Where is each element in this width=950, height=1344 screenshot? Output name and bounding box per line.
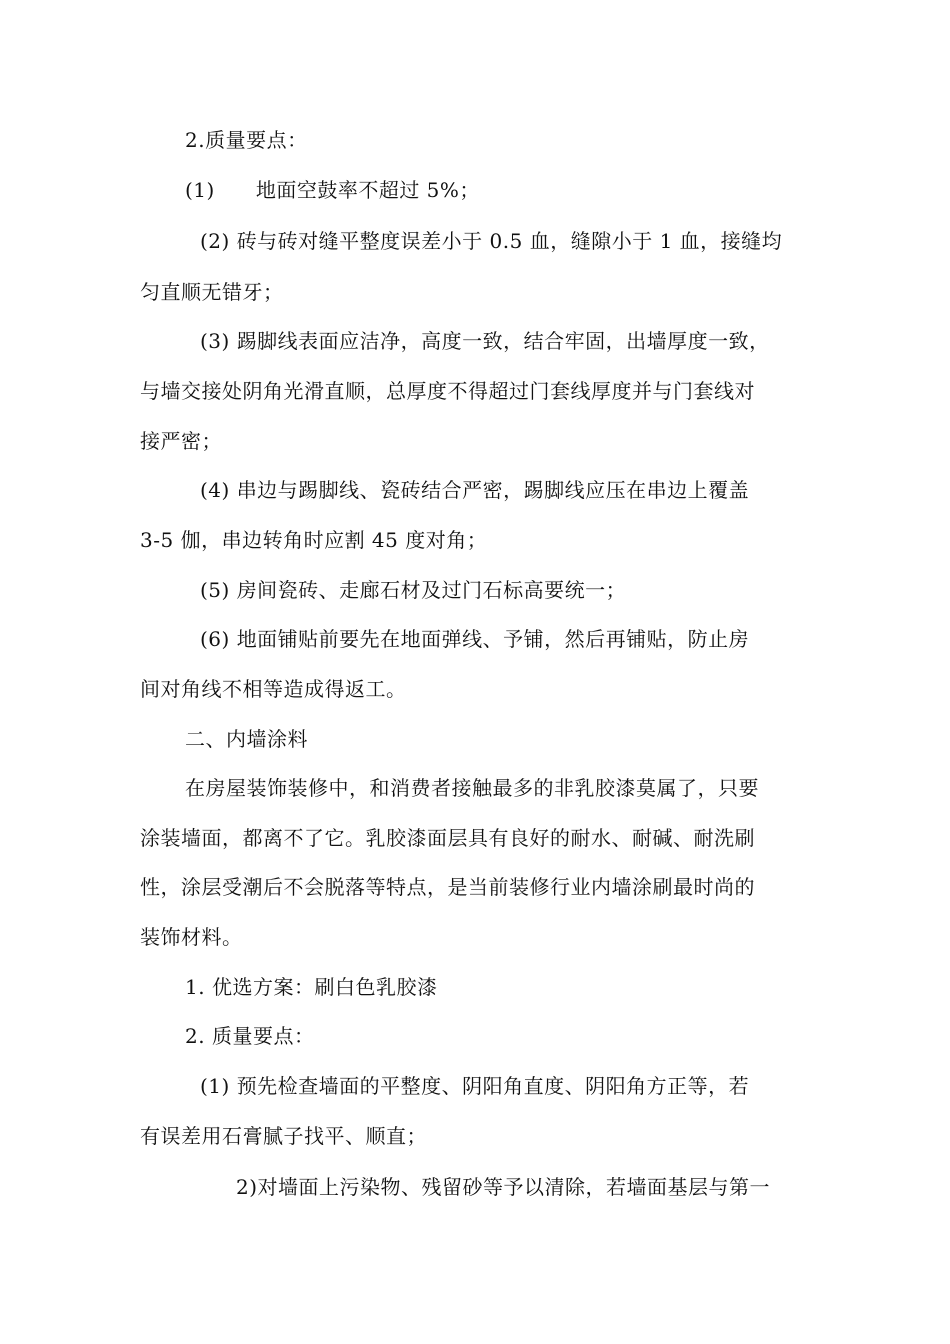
text-line: 间对角线不相等造成得返工。	[140, 677, 407, 701]
section-heading: 二、内墙涂料	[185, 727, 308, 751]
text-line: 匀直顺无错牙；	[140, 280, 284, 304]
text-line: 性，涂层受潮后不会脱落等特点，是当前装修行业内墙涂刷最时尚的	[140, 875, 755, 899]
text-line: (1) 地面空鼓率不超过 5%；	[185, 178, 480, 202]
text-line: 2. 质量要点：	[185, 1024, 315, 1048]
text-line: 1. 优选方案：刷白色乳胶漆	[185, 975, 438, 999]
text-line: (2) 砖与砖对缝平整度误差小于 0.5 血，缝隙小于 1 血，接缝均	[200, 229, 783, 253]
text-line: 与墙交接处阴角光滑直顺，总厚度不得超过门套线厚度并与门套线对	[140, 379, 755, 403]
text-line: (3) 踢脚线表面应洁净，高度一致，结合牢固，出墙厚度一致，	[200, 329, 770, 353]
text-line: (4) 串边与踢脚线、瓷砖结合严密，踢脚线应压在串边上覆盖	[200, 478, 750, 502]
text-line: 装饰材料。	[140, 925, 243, 949]
text-line: (1) 预先检查墙面的平整度、阴阳角直度、阴阳角方正等，若	[200, 1074, 750, 1098]
text-line: 3-5 伽，串边转角时应割 45 度对角；	[140, 528, 488, 552]
text-line: 有误差用石膏腻子找平、顺直；	[140, 1124, 427, 1148]
text-line: 2.质量要点：	[185, 128, 308, 152]
text-line: (5) 房间瓷砖、走廊石材及过门石标高要统一；	[200, 578, 627, 602]
text-line: 在房屋装饰装修中，和消费者接触最多的非乳胶漆莫属了，只要	[185, 776, 759, 800]
text-line: 接严密；	[140, 429, 222, 453]
text-line: (6) 地面铺贴前要先在地面弹线、予铺，然后再铺贴，防止房	[200, 627, 750, 651]
text-line: 2)对墙面上污染物、残留砂等予以清除，若墙面基层与第一	[236, 1175, 771, 1199]
text-line: 涂装墙面，都离不了它。乳胶漆面层具有良好的耐水、耐碱、耐洗刷	[140, 826, 755, 850]
